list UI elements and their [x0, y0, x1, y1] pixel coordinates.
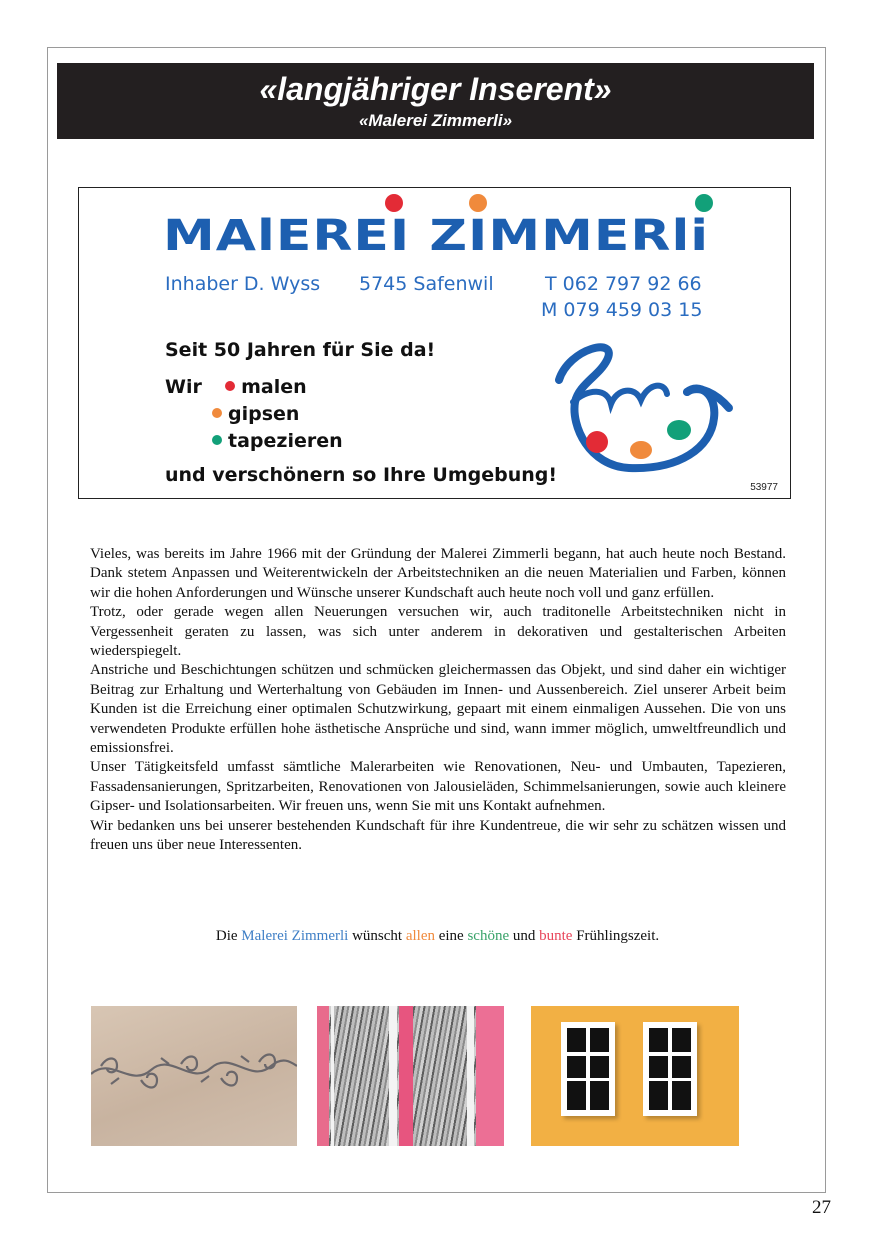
- advertisement: [78, 187, 791, 499]
- bullet-red-icon: [225, 381, 235, 391]
- banner-title: «langjähriger Inserent»: [259, 71, 612, 107]
- owner-text: Inhaber D. Wyss: [165, 273, 321, 295]
- service-item: gipsen: [228, 403, 300, 425]
- page-number: 27: [812, 1197, 831, 1218]
- stencil-ornament-photo: [91, 1006, 297, 1146]
- paragraph: Anstriche und Beschichtungen schützen und schmücken gleichermassen das Objekt, und sind daher ein wichtiger Beitrag zur Erhaltung und Werterhaltung von Gebäuden im Innen- und Aussenbereich. Ziel unserer Arbeit beim Kunden ist die Erreichung einer optimalen Schutzwirkung, gepaart mit einem einmaligen Aussehen. Die von uns verwendeten Produkte erfüllen hohe ästhetische Ansprüche und sind, wann immer möglich, umweltfreundlich und emissionsfrei.: [90, 662, 786, 757]
- banner-subtitle: «Malerei Zimmerli»: [358, 111, 513, 130]
- wir-label: Wir: [165, 376, 202, 398]
- paragraph: Trotz, oder gerade wegen allen Neuerungen versuchen wir, auch traditonelle Arbeitstechniken nicht in Vergessenheit geraten zu lassen, was sich unter anderem in dekorativen und gestalterischen Arbeiten wiederspiegelt.: [90, 604, 786, 660]
- striped-fabric-photo: [317, 1006, 504, 1146]
- word-allen: allen: [405, 928, 435, 944]
- service-item: tapezieren: [228, 430, 343, 452]
- ad-number: 53977: [750, 482, 778, 493]
- company-name: Malerei Zimmerli: [241, 928, 349, 944]
- paragraph: Unser Tätigkeitsfeld umfasst sämtliche Malerarbeiten wie Renovationen, Neu- und Umbauten, Tapezieren, Fassadensanierungen, Spritzarbeiten, Renovationen von Jalousieläden, Schimmelsanierungen, sowie auch kleinere Gipser- und Isolationsarbeiten. Wir freuen uns, wenn Sie mit uns Kontakt aufnehmen.: [90, 759, 786, 815]
- service-item: malen: [241, 376, 307, 398]
- company-logo: MAlEREI ZIMMERli: [163, 211, 710, 261]
- windows-facade-photo: [531, 1006, 739, 1146]
- paint-palette-icon: [549, 338, 739, 488]
- phone-number: T 062 797 92 66: [545, 273, 702, 295]
- ad-closing: und verschönern so Ihre Umgebung!: [165, 464, 558, 486]
- word-bunte: bunte: [539, 928, 573, 944]
- ad-slogan: Seit 50 Jahren für Sie da!: [165, 339, 436, 361]
- header-banner: [57, 63, 814, 139]
- address-text: 5745 Safenwil: [359, 273, 494, 295]
- paragraph: Vieles, was bereits im Jahre 1966 mit der Gründung der Malerei Zimmerli begann, hat auch heute noch Bestand. Dank stetem Anpassen und Weiterentwickeln der Arbeitstechniken an die neuen Materialien und Farben, können wir die hohen Anforderungen und Wünsche unserer Kundschaft auch heute noch voll und ganz erfüllen.: [90, 546, 786, 601]
- services-list: [165, 374, 307, 401]
- paragraph: Wir bedanken uns bei unserer bestehenden Kundschaft für ihre Kundentreue, die wir sehr zu schätzen wissen und freuen uns über neue Interessenten.: [90, 817, 786, 854]
- article-body: [90, 545, 786, 856]
- word-schoene: schöne: [467, 928, 510, 944]
- bullet-green-icon: [212, 435, 222, 445]
- spring-wish: Die Malerei Zimmerli wünscht allen eine schöne und bunte Frühlingszeit.: [215, 928, 660, 944]
- mobile-number: M 079 459 03 15: [541, 299, 703, 321]
- bullet-orange-icon: [212, 408, 222, 418]
